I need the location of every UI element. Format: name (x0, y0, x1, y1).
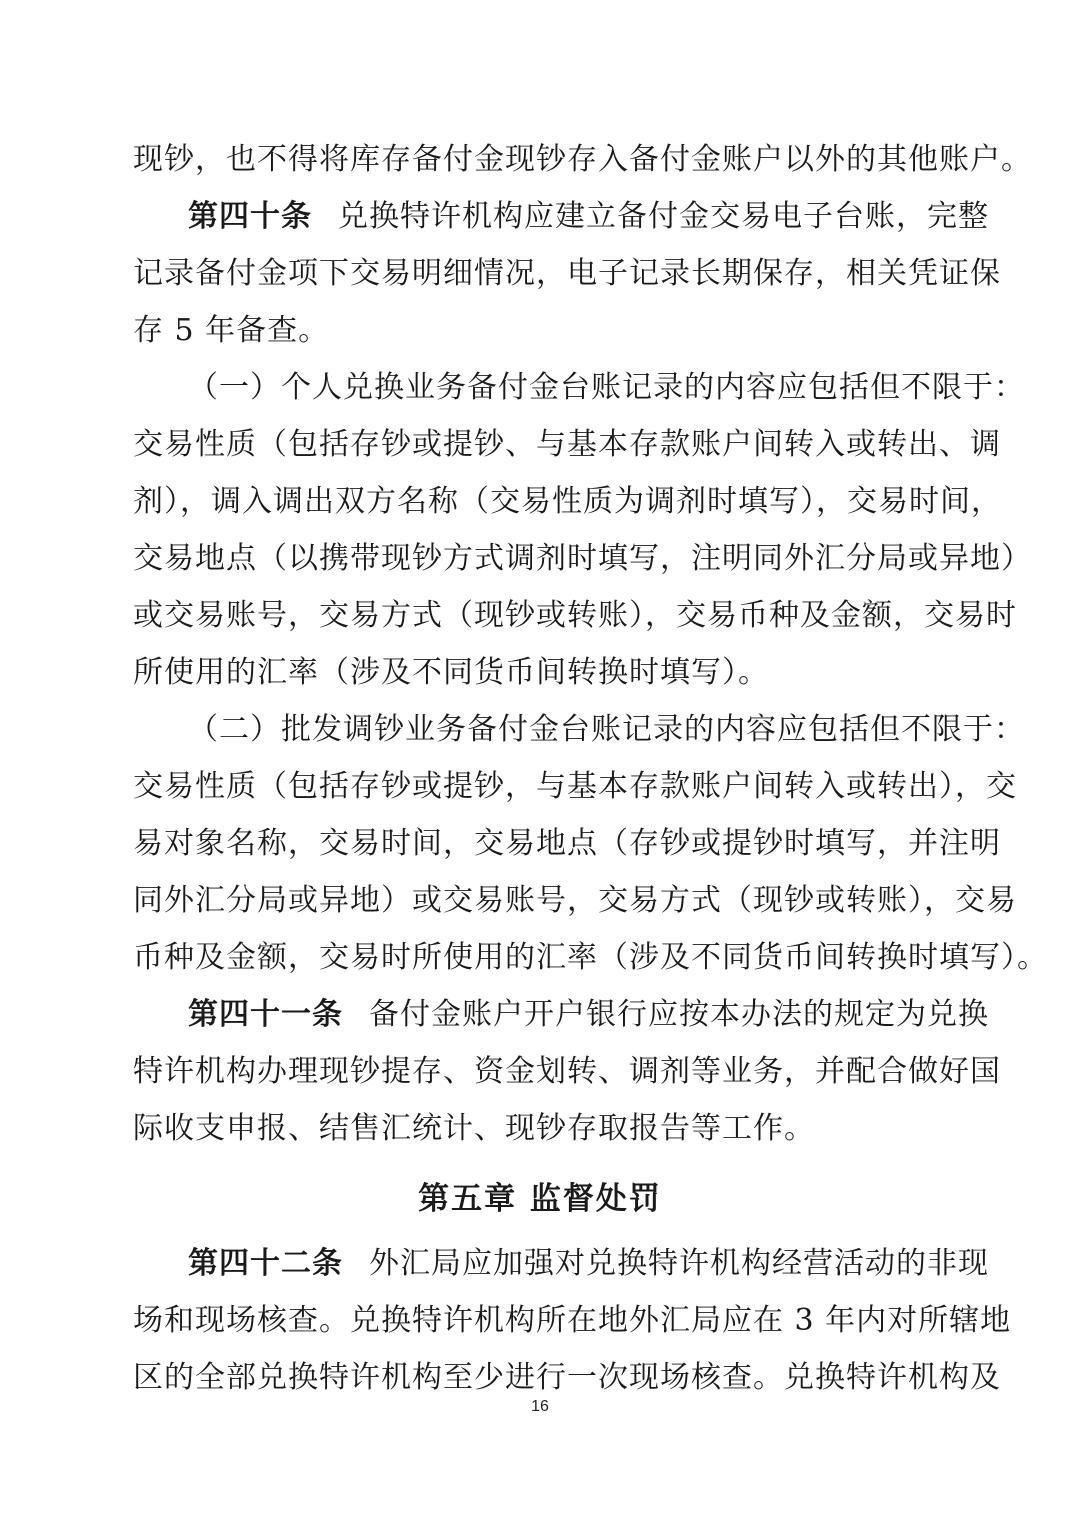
text-line-1: 现钞，也不得将库存备付金现钞存入备付金账户以外的其他账户。 (133, 142, 1032, 177)
text-line-3: 记录备付金项下交易明细情况，电子记录长期保存，相关凭证保 (133, 256, 1001, 291)
item-1-line-1: （一）个人兑换业务备付金台账记录的内容应包括但不限于： (188, 370, 1025, 405)
article-41-line-3: 际收支申报、结售汇统计、现钞存取报告等工作。 (133, 1111, 815, 1146)
item-2-line-4: 同外汇分局或异地）或交易账号，交易方式（现钞或转账），交易 (133, 883, 1017, 918)
article-42-line-1 (188, 1244, 989, 1284)
item-1-line-2: 交易性质（包括存钞或提钞、与基本存款账户间转入或转出、调 (133, 427, 1001, 462)
article-42-line-2: 场和现场核查。兑换特许机构所在地外汇局应在 3 年内对所辖地 (133, 1303, 1012, 1338)
article-40-heading: 第四十条 (188, 199, 312, 234)
text-line-4: 存 5 年备查。 (133, 313, 330, 348)
article-41-line-1 (188, 995, 989, 1035)
item-1-line-6: 所使用的汇率（涉及不同货币间转换时填写）。 (133, 655, 769, 690)
item-1-line-3: 剂），调入调出双方名称（交易性质为调剂时填写），交易时间， (133, 484, 1002, 519)
article-42-line-3: 区的全部兑换特许机构至少进行一次现场核查。兑换特许机构及 (133, 1360, 1001, 1395)
item-2-line-3: 易对象名称，交易时间，交易地点（存钞或提钞时填写，并注明 (133, 826, 1001, 861)
article-40-text: 兑换特许机构应建立备付金交易电子台账，完整 (338, 199, 989, 234)
item-1-line-5: 或交易账号，交易方式（现钞或转账），交易币种及金额，交易时 (133, 598, 1017, 633)
article-42-text: 外汇局应加强对兑换特许机构经营活动的非现 (369, 1246, 989, 1281)
article-41-text: 备付金账户开户银行应按本办法的规定为兑换 (369, 997, 989, 1032)
item-2-line-5: 币种及金额，交易时所使用的汇率（涉及不同货币间转换时填写）。 (133, 940, 1048, 975)
article-41-line-2: 特许机构办理现钞提存、资金划转、调剂等业务，并配合做好国 (133, 1054, 1001, 1089)
item-2-line-2: 交易性质（包括存钞或提钞，与基本存款账户间转入或转出），交 (133, 769, 1017, 804)
article-41-heading: 第四十一条 (188, 997, 343, 1032)
article-42-heading: 第四十二条 (188, 1246, 343, 1281)
page-number: 16 (531, 1398, 549, 1415)
article-40-line-1 (188, 197, 989, 237)
item-1-line-4: 交易地点（以携带现钞方式调剂时填写，注明同外汇分局或异地） (133, 541, 1032, 576)
chapter-title: 第五章 监督处罚 (418, 1181, 662, 1217)
item-2-line-1: （二）批发调钞业务备付金台账记录的内容应包括但不限于： (188, 712, 1025, 747)
